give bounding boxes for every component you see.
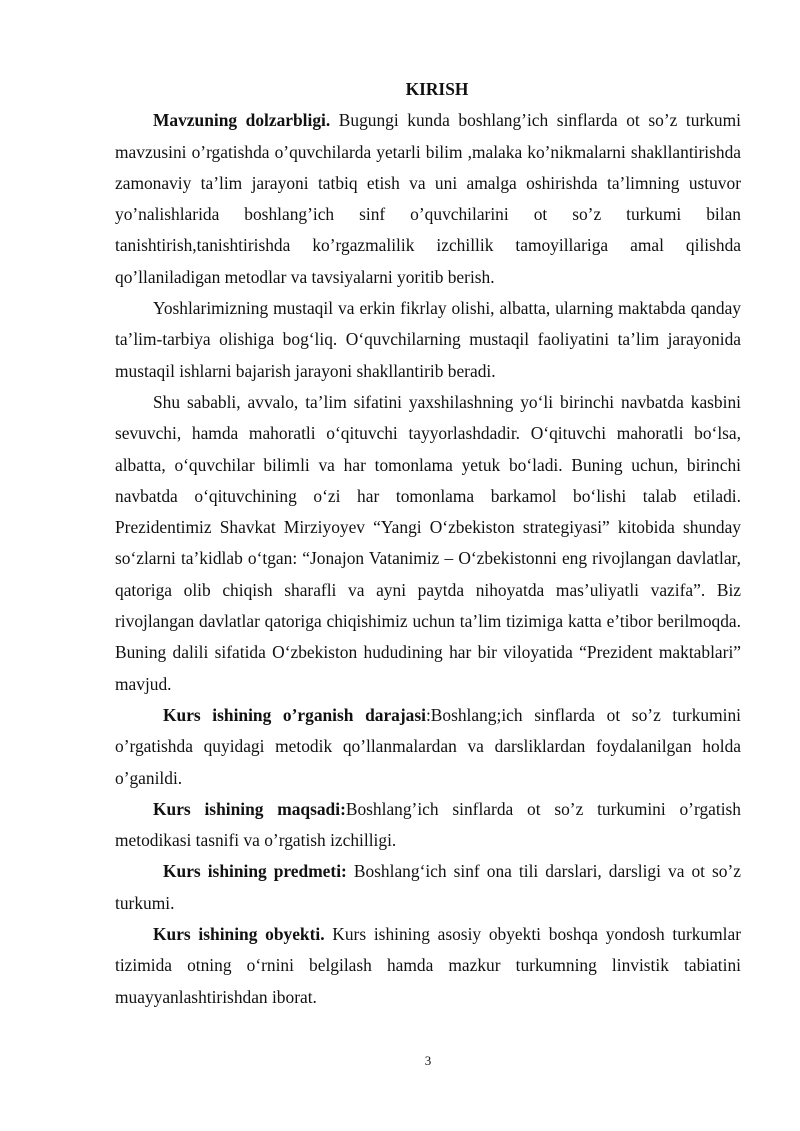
paragraph-lead: Kurs ishining predmeti: xyxy=(163,861,347,882)
page-title: KIRISH xyxy=(405,79,469,99)
paragraph-purpose xyxy=(115,794,741,857)
paragraph-lead: Kurs ishining o’rganish darajasi xyxy=(163,704,426,725)
paragraph-text: Yoshlarimizning mustaqil va erkin fikrlay olishi, albatta, ularning maktabda qanday ta’lim-tarbiya olishiga bog‘liq. O‘quvchilarning mustaqil faoliyatini ta’lim jarayonida mustaqil ishlarni bajarish jarayoni shakllantirib beradi. xyxy=(115,298,741,381)
paragraph-education-quality xyxy=(115,387,741,700)
paragraph-text: Shu sababli, avvalo, ta’lim sifatini yaxshilashning yo‘li birinchi navbatda kasbini sevuvchi, hamda mahoratli o‘qituvchi tayyorlashdadir. O‘qituvchi mahoratli bo‘lsa, albatta, o‘quvchilar bilimli va har tomonlama yetuk bo‘ladi. Buning uchun, birinchi navbatda o‘qituvchining o‘zi har tomonlama barkamol bo‘lishi talab etiladi. Prezidentimiz Shavkat Mirziyoyev “Yangi O‘zbekiston strategiyasi” kitobida shunday so‘zlarni ta’kidlab o‘tgan: “Jonajon Vatanimiz – O‘zbekistonni eng rivojlangan davlatlar, qatoriga olib chiqish sharafli va ayni paytda nihoyatda mas’uliyatli vazifa”. Biz rivojlangan davlatlar qatoriga chiqishimiz uchun ta’lim tizimiga katta e’tibor berilmoqda. Buning dalili sifatida O‘zbekiston hududining har bir viloyatida “Prezident maktablari” mavjud. xyxy=(115,391,741,694)
paragraph-youth xyxy=(115,293,741,387)
paragraph-subject xyxy=(115,856,741,919)
paragraph-text: :Boshlang;ich sinflarda ot so’z turkumini o’rgatishda quyidagi metodik qo’llanmalardan va darsliklardan foydalanilgan holda o’ganildi. xyxy=(115,704,742,788)
paragraph-text: Kurs ishining asosiy obyekti boshqa yondosh turkumlar tizimida otning o‘rnini belgilash hamda mazkur turkumning linvistik tabiatini muayyanlashtirishdan iborat. xyxy=(115,924,742,1007)
page-content xyxy=(115,74,741,1013)
paragraph-text: Bugungi kunda boshlang’ich sinflarda ot so’z turkumi mavzusini o’rgatishda o’quvchilarda yetarli bilim ,malaka ko’nikmalarni shakllantirishda zamonaviy ta’lim jarayoni tatbiq etish va uni amalga oshirishda ta’limning ustuvor yo’nalishlarida boshlang’ich sinf o’quvchilarini ot so’z turkumi bilan tanishtirish,tanishtirishda ko’rgazmalilik izchillik tamoyillariga amal qilishda qo’llaniladigan metodlar va tavsiyalarni yoritib berish. xyxy=(115,110,741,287)
paragraph-lead: Mavzuning dolzarbligi. xyxy=(153,110,331,131)
page-number: 3 xyxy=(424,1053,432,1068)
paragraph-lead: Kurs ishining maqsadi: xyxy=(153,798,346,819)
paragraph-text: Boshlang’ich sinflarda ot so’z turkumini o’rgatish metodikasi tasnifi va o’rgatish izchilligi. xyxy=(115,798,741,851)
paragraph-study-level xyxy=(115,700,741,794)
paragraph-relevance xyxy=(115,105,741,293)
paragraph-text: Boshlang‘ich sinf ona tili darslari, darsligi va ot so’z turkumi. xyxy=(115,861,741,913)
paragraph-object xyxy=(115,919,741,1013)
paragraph-lead: Kurs ishining obyekti. xyxy=(153,924,325,945)
